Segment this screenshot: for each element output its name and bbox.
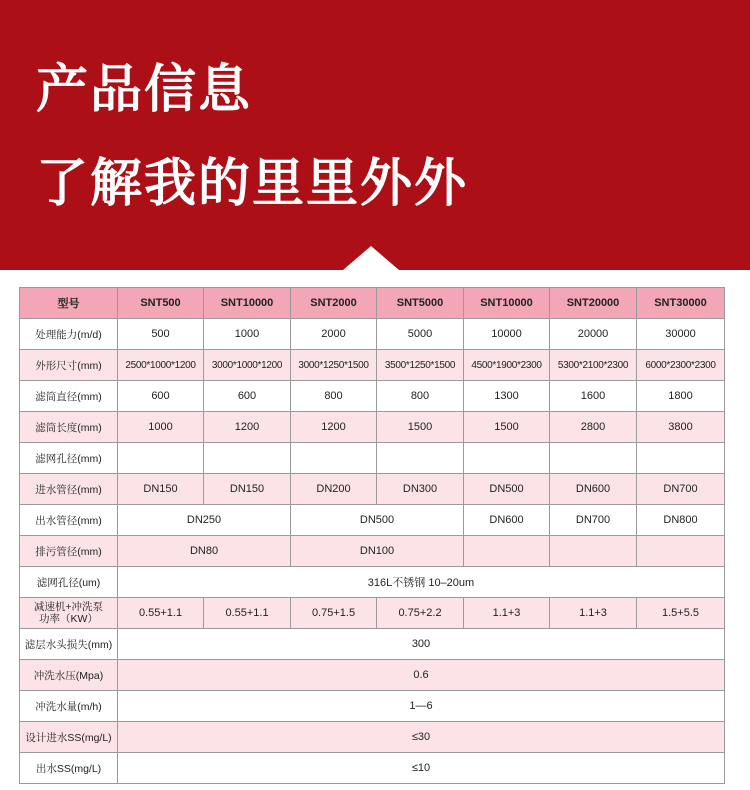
table-cell: 1600 — [550, 381, 637, 412]
table-cell: 0.55+1.1 — [204, 598, 291, 629]
row-label: 滤层水头损失(mm) — [20, 629, 118, 660]
table-cell: 2000 — [291, 319, 377, 350]
table-cell: DN500 — [464, 474, 550, 505]
table-cell: DN300 — [377, 474, 464, 505]
table-cell: 1000 — [118, 412, 204, 443]
table-row-filter-diameter — [20, 381, 725, 412]
table-cell: 10000 — [464, 319, 550, 350]
row-label: 冲洗水量(m/h) — [20, 691, 118, 722]
table-cell: 1200 — [204, 412, 291, 443]
table-row-drain-pipe — [20, 536, 725, 567]
spec-table — [19, 287, 725, 784]
table-row-outlet-pipe — [20, 505, 725, 536]
table-cell: 0.55+1.1 — [118, 598, 204, 629]
table-row-outlet-ss — [20, 753, 725, 784]
table-cell: 800 — [377, 381, 464, 412]
table-cell: ≤30 — [118, 722, 725, 753]
table-cell: ≤10 — [118, 753, 725, 784]
table-cell — [637, 443, 725, 474]
banner-subtitle: 了解我的里里外外 — [36, 154, 469, 214]
row-label-line: 功率（KW） — [39, 613, 98, 625]
table-cell: DN500 — [291, 505, 464, 536]
table-cell — [118, 443, 204, 474]
table-cell: 600 — [204, 381, 291, 412]
table-cell: 3000*1000*1200 — [204, 350, 291, 381]
table-cell: 30000 — [637, 319, 725, 350]
table-cell: 1.1+3 — [464, 598, 550, 629]
header-cell: SNT30000 — [637, 288, 725, 319]
table-cell — [550, 443, 637, 474]
table-cell: DN200 — [291, 474, 377, 505]
header-cell: SNT500 — [118, 288, 204, 319]
table-cell: DN600 — [550, 474, 637, 505]
table-cell: DN600 — [464, 505, 550, 536]
table-row-mesh-aperture-um — [20, 567, 725, 598]
banner-title: 产品信息 — [36, 60, 253, 120]
table-cell — [464, 536, 550, 567]
table-cell: 1—6 — [118, 691, 725, 722]
row-label: 设计进水SS(mg/L) — [20, 722, 118, 753]
header-banner — [0, 0, 750, 270]
table-cell: 5300*2100*2300 — [550, 350, 637, 381]
table-cell — [377, 443, 464, 474]
table-row-inlet-ss — [20, 722, 725, 753]
table-cell: 2500*1000*1200 — [118, 350, 204, 381]
table-cell: 5000 — [377, 319, 464, 350]
row-label: 滤筒直径(mm) — [20, 381, 118, 412]
row-label: 外形尺寸(mm) — [20, 350, 118, 381]
header-cell: SNT10000 — [204, 288, 291, 319]
row-label: 滤筒长度(mm) — [20, 412, 118, 443]
table-cell: DN250 — [118, 505, 291, 536]
table-cell — [204, 443, 291, 474]
table-cell: 800 — [291, 381, 377, 412]
row-label: 滤网孔径(mm) — [20, 443, 118, 474]
table-row-wash-volume — [20, 691, 725, 722]
header-cell: SNT10000 — [464, 288, 550, 319]
table-cell: DN700 — [637, 474, 725, 505]
header-cell-model: 型号 — [20, 288, 118, 319]
table-cell: 3500*1250*1500 — [377, 350, 464, 381]
table-cell: 316L不锈钢 10–20um — [118, 567, 725, 598]
table-cell: DN150 — [118, 474, 204, 505]
row-label: 冲洗水压(Mpa) — [20, 660, 118, 691]
table-cell: DN700 — [550, 505, 637, 536]
table-cell: 0.6 — [118, 660, 725, 691]
row-label: 出水管径(mm) — [20, 505, 118, 536]
table-cell: 500 — [118, 319, 204, 350]
table-row-head-loss — [20, 629, 725, 660]
table-row-filter-length — [20, 412, 725, 443]
table-cell — [291, 443, 377, 474]
row-label: 出水SS(mg/L) — [20, 753, 118, 784]
table-cell: 1.1+3 — [550, 598, 637, 629]
table-cell: 3800 — [637, 412, 725, 443]
table-row-inlet-pipe — [20, 474, 725, 505]
header-cell: SNT5000 — [377, 288, 464, 319]
table-cell: DN150 — [204, 474, 291, 505]
table-cell: 0.75+2.2 — [377, 598, 464, 629]
table-cell: 1800 — [637, 381, 725, 412]
row-label-line: 减速机+冲洗泵 — [33, 601, 104, 613]
table-row-power — [20, 598, 725, 629]
table-cell: 300 — [118, 629, 725, 660]
table-cell — [464, 443, 550, 474]
table-cell: 1000 — [204, 319, 291, 350]
table-row-mesh-aperture-mm — [20, 443, 725, 474]
table-cell: 4500*1900*2300 — [464, 350, 550, 381]
table-cell: 20000 — [550, 319, 637, 350]
table-cell: 1500 — [377, 412, 464, 443]
table-cell: 1.5+5.5 — [637, 598, 725, 629]
table-cell: 1300 — [464, 381, 550, 412]
banner-notch — [343, 246, 399, 270]
table-header-row — [20, 288, 725, 319]
table-cell: 6000*2300*2300 — [637, 350, 725, 381]
table-cell — [550, 536, 637, 567]
table-cell: 1200 — [291, 412, 377, 443]
table-cell: 600 — [118, 381, 204, 412]
table-row-dimensions — [20, 350, 725, 381]
table-cell: 1500 — [464, 412, 550, 443]
table-row-wash-pressure — [20, 660, 725, 691]
row-label — [20, 598, 118, 629]
table-cell: 3000*1250*1500 — [291, 350, 377, 381]
table-cell: 0.75+1.5 — [291, 598, 377, 629]
row-label: 排污管径(mm) — [20, 536, 118, 567]
table-row-capacity — [20, 319, 725, 350]
table-cell: 2800 — [550, 412, 637, 443]
table-cell — [637, 536, 725, 567]
row-label: 处理能力(m/d) — [20, 319, 118, 350]
row-label: 进水管径(mm) — [20, 474, 118, 505]
header-cell: SNT20000 — [550, 288, 637, 319]
table-cell: DN80 — [118, 536, 291, 567]
header-cell: SNT2000 — [291, 288, 377, 319]
row-label: 滤网孔径(um) — [20, 567, 118, 598]
table-cell: DN800 — [637, 505, 725, 536]
table-cell: DN100 — [291, 536, 464, 567]
